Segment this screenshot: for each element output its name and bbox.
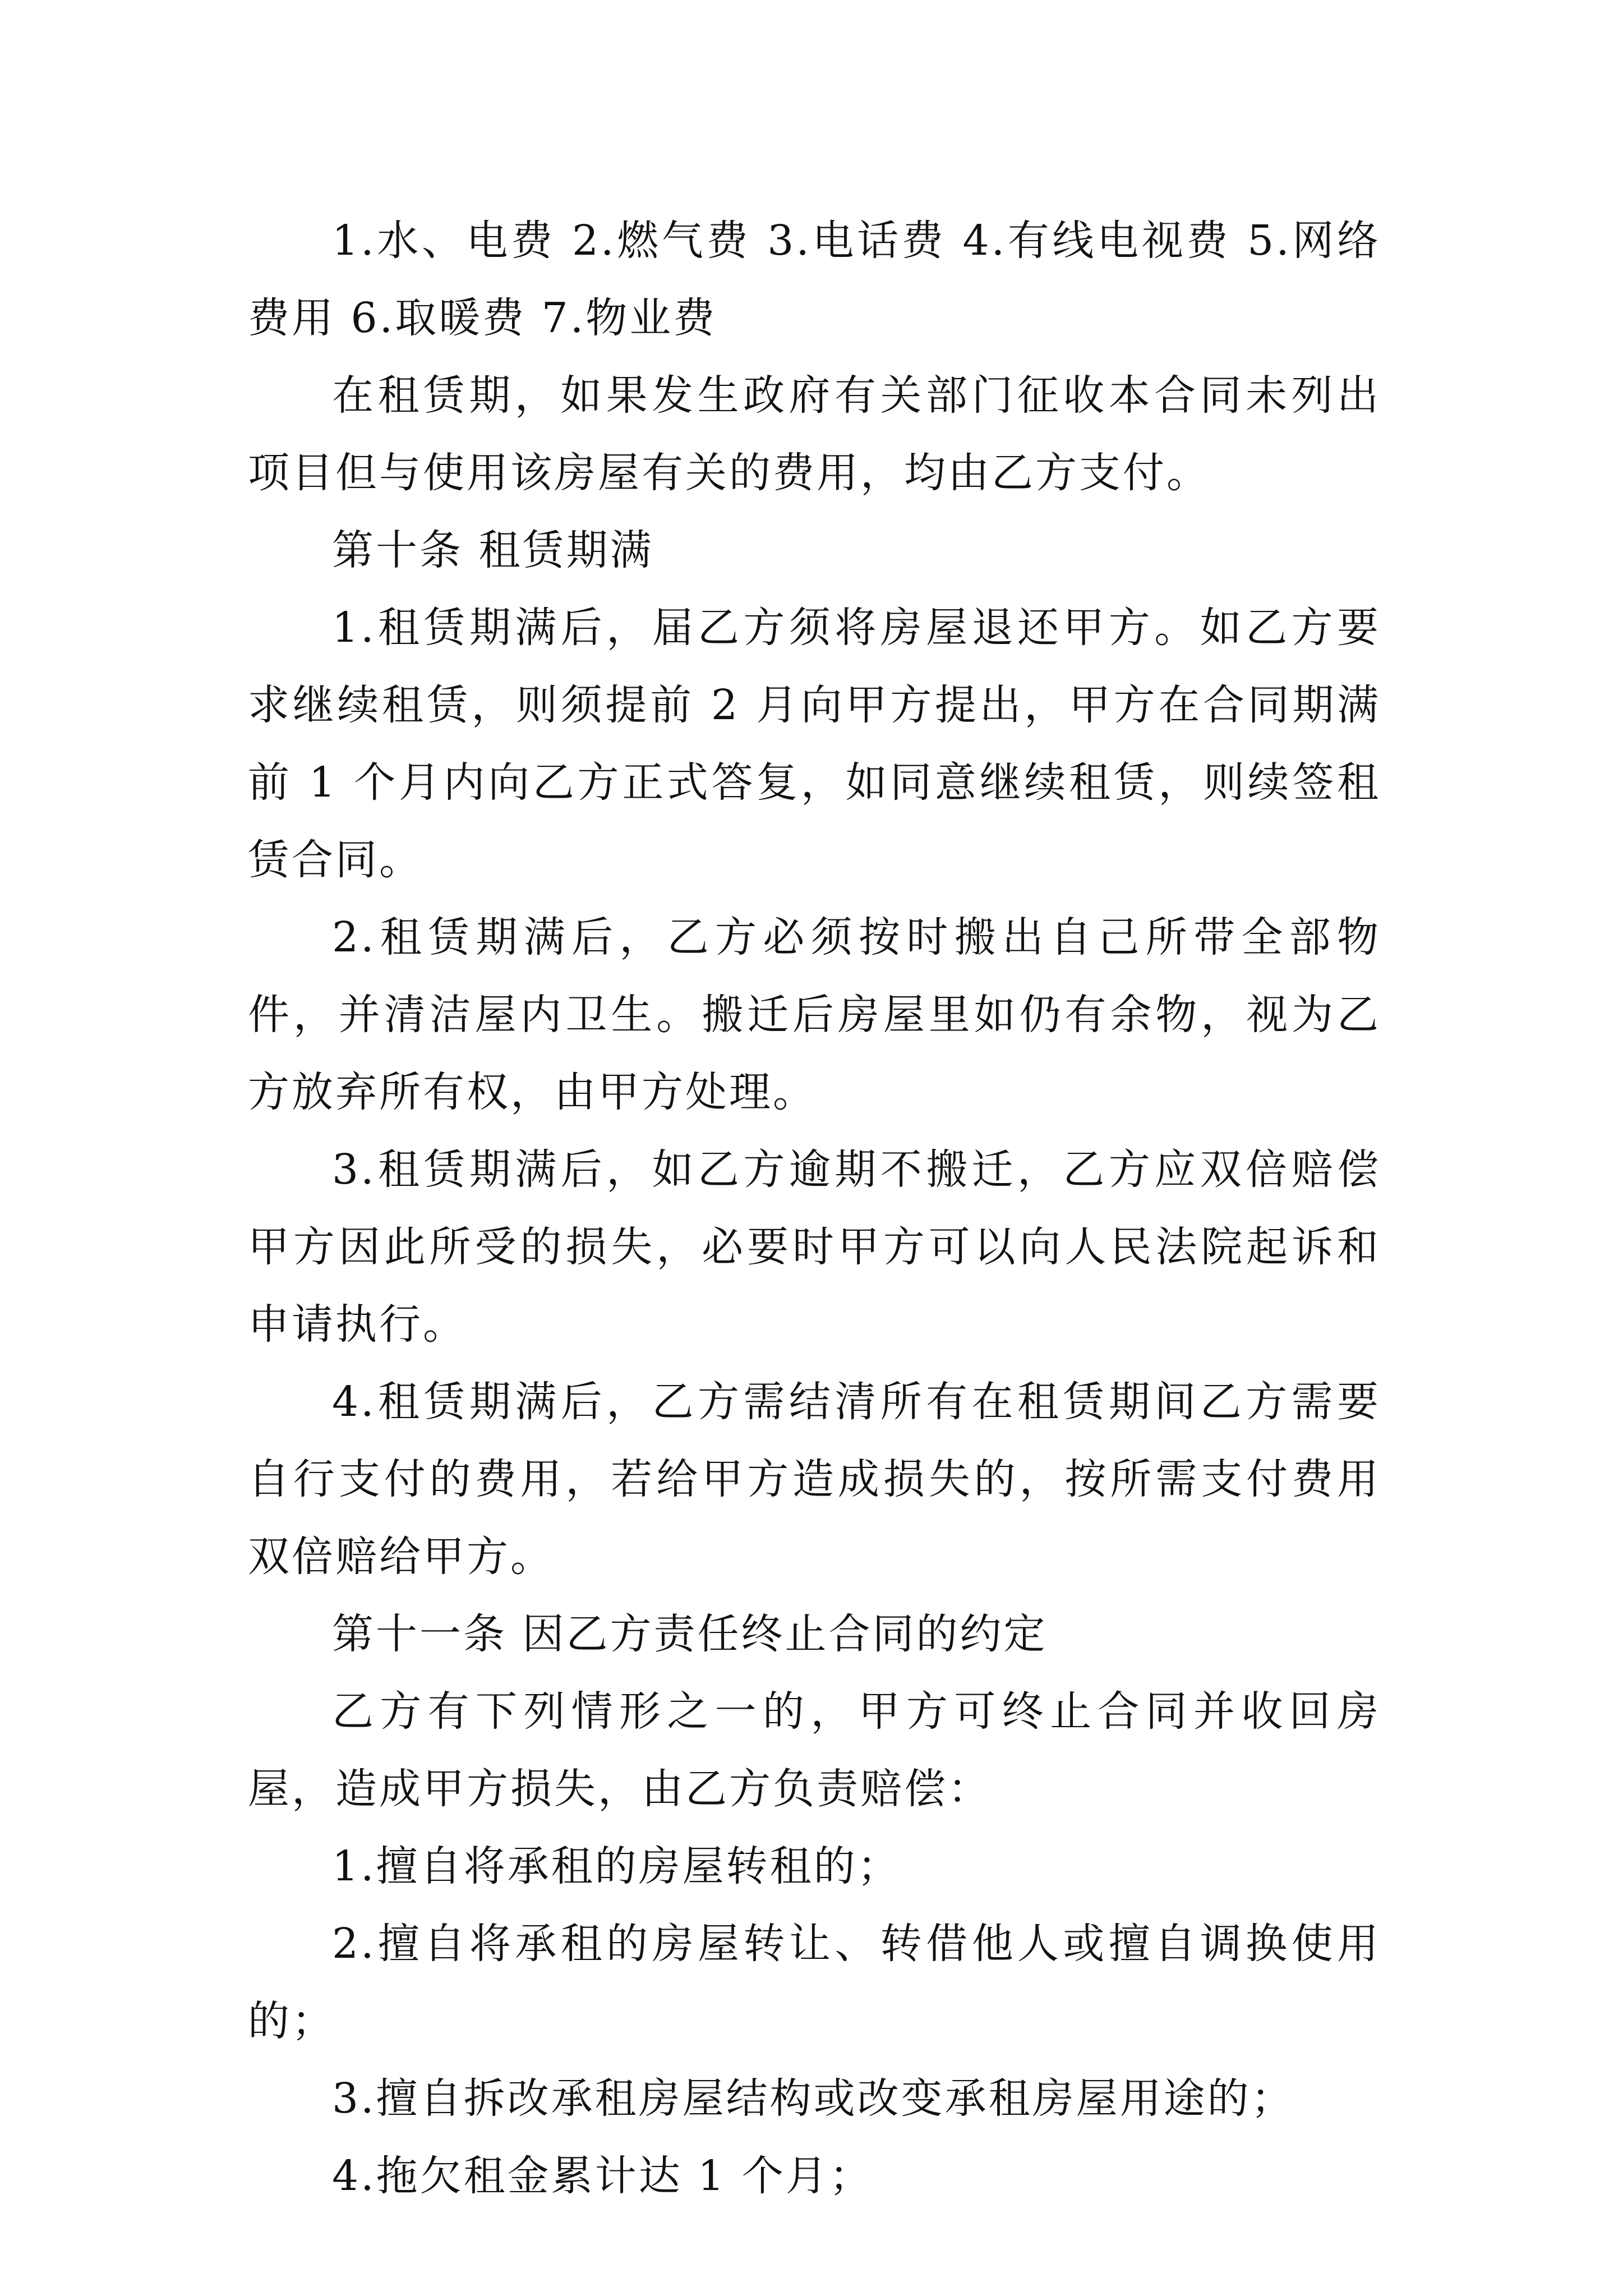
paragraph-fee-list: 1.水、电费 2.燃气费 3.电话费 4.有线电视费 5.网络费用 6.取暖费 7.物业费 — [248, 217, 1381, 342]
paragraph-article-11-item-1: 1.擅自将承租的房屋转租的； — [332, 1842, 901, 1890]
paragraph-article-11-intro: 乙方有下列情形之一的，甲方可终止合同并收回房屋，造成甲方损失，由乙方负责赔偿： — [248, 1687, 1381, 1813]
document-body — [248, 202, 1381, 2215]
section-heading-article-11: 第十一条 因乙方责任终止合同的约定 — [332, 1610, 1048, 1658]
paragraph-article-11-item-3: 3.擅自拆改承租房屋结构或改变承租房屋用途的； — [332, 2074, 1295, 2123]
paragraph-article-10-item-1: 1.租赁期满后，届乙方须将房屋退还甲方。如乙方要求继续租赁，则须提前 2 月向甲方提出，甲方在合同期满前 1 个月内向乙方正式答复，如同意继续租赁，则续签租赁合同。 — [248, 604, 1381, 884]
paragraph-article-10-item-3: 3.租赁期满后，如乙方逾期不搬迁，乙方应双倍赔偿甲方因此所受的损失，必要时甲方可以向人民法院起诉和申请执行。 — [248, 1145, 1381, 1349]
paragraph-government-fees: 在租赁期，如果发生政府有关部门征收本合同未列出项目但与使用该房屋有关的费用，均由乙方支付。 — [248, 371, 1381, 497]
paragraph-article-11-item-2: 2.擅自将承租的房屋转让、转借他人或擅自调换使用的； — [248, 1920, 1381, 2045]
paragraph-article-10-item-4: 4.租赁期满后，乙方需结清所有在租赁期间乙方需要自行支付的费用，若给甲方造成损失的，按所需支付费用双倍赔给甲方。 — [248, 1378, 1381, 1581]
paragraph-article-10-item-2: 2.租赁期满后，乙方必须按时搬出自己所带全部物件，并清洁屋内卫生。搬迁后房屋里如仍有余物，视为乙方放弃所有权，由甲方处理。 — [248, 913, 1381, 1116]
paragraph-article-11-item-4: 4.拖欠租金累计达 1 个月； — [332, 2152, 873, 2200]
section-heading-article-10: 第十条 租赁期满 — [332, 526, 654, 574]
